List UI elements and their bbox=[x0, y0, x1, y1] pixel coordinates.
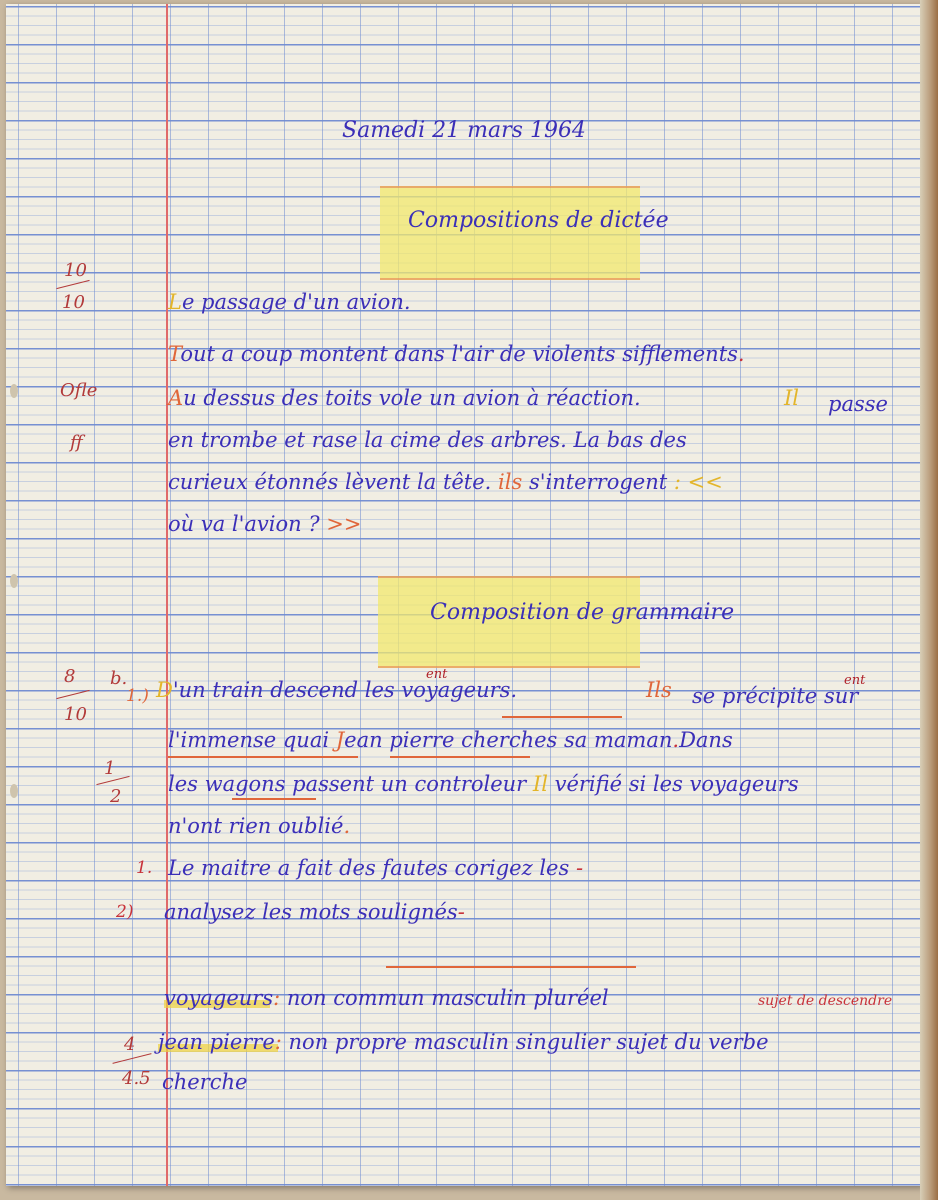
correction-ent-2: ent bbox=[844, 673, 866, 688]
grammar-grade-score: 8 bbox=[64, 666, 76, 687]
grade-fraction-bar bbox=[56, 280, 89, 289]
drop-cap: L bbox=[168, 290, 182, 314]
dictation-grade-score: 10 bbox=[64, 260, 87, 281]
dictation-line-3: en trombe et rase la cime des arbres. La bas des bbox=[168, 428, 687, 452]
analysis-line-2: jean pierre: non propre masculin singulier sujet du verbe bbox=[158, 1030, 769, 1054]
dictation-subtitle: Le passage d'un avion. bbox=[168, 290, 411, 314]
grade-fraction-bar bbox=[56, 690, 89, 699]
grammar-title: Composition de grammaire bbox=[430, 600, 735, 625]
separator-line bbox=[386, 966, 636, 968]
underline-jean-pierre bbox=[390, 756, 530, 758]
exercise-number-1b: 1. bbox=[136, 858, 153, 878]
teacher-mark-ff: ff bbox=[70, 432, 83, 453]
notebook-edge bbox=[920, 0, 938, 1200]
grammar-line-2: l'immense quai Jean pierre cherches sa maman.Dans bbox=[168, 728, 733, 752]
dictation-grade-max: 10 bbox=[62, 292, 85, 313]
analysis-grade-max: 4.5 bbox=[122, 1068, 151, 1089]
drop-cap: A bbox=[168, 386, 184, 410]
grammar-grade-letter: b. bbox=[110, 668, 128, 689]
exercise-number-2: 2) bbox=[116, 902, 134, 922]
grammar-instruction-1: Le maitre a fait des fautes corigez les - bbox=[168, 856, 584, 880]
grammar-line-3: les wagons passent un controleur Il vérifié si les voyageurs bbox=[168, 772, 799, 796]
analysis-line-1: voyageurs: non commun masculin pluréel bbox=[164, 986, 609, 1010]
analysis-grade-score: 4 bbox=[124, 1034, 136, 1055]
correction-ent-1: ent bbox=[426, 667, 448, 682]
analysis-line-1-note: sujet de descendre bbox=[758, 993, 893, 1009]
underline-voyageurs bbox=[502, 716, 622, 718]
grammar-line-4: n'ont rien oublié. bbox=[168, 814, 351, 838]
dictation-title: Compositions de dictée bbox=[408, 208, 669, 233]
dictation-line-2-end: passe bbox=[828, 392, 888, 416]
notebook-page bbox=[6, 4, 922, 1186]
grammar-instruction-2: analysez les mots soulignés- bbox=[164, 900, 465, 924]
drop-cap: T bbox=[168, 342, 181, 366]
teacher-mark-ofle: Ofle bbox=[60, 380, 98, 401]
underline-immense-quai bbox=[168, 756, 358, 758]
analysis-line-3: cherche bbox=[162, 1070, 248, 1094]
grammar-line-1-cap: Ils bbox=[646, 678, 672, 702]
grammar-grade-max: 10 bbox=[64, 704, 87, 725]
grammar-half-num: 1 bbox=[104, 758, 116, 779]
dictation-line-4: curieux étonnés lèvent la tête. ils s'interrogent : << bbox=[168, 470, 723, 494]
dictation-line-2-cap: Il bbox=[784, 386, 800, 410]
grammar-line-1: D'un train descend les voyageurs. bbox=[156, 678, 518, 702]
dictation-line-5: où va l'avion ? >> bbox=[168, 512, 362, 536]
exercise-number-1: 1.) bbox=[126, 686, 149, 706]
heading-highlight-dictee bbox=[380, 186, 640, 280]
date-heading: Samedi 21 mars 1964 bbox=[342, 118, 586, 143]
grammar-half-den: 2 bbox=[110, 786, 122, 807]
drop-cap: D bbox=[156, 678, 173, 702]
grammar-line-1-end: se précipite sur bbox=[692, 684, 859, 708]
underline-wagons bbox=[232, 798, 316, 800]
dictation-line-1: Tout a coup montent dans l'air de violents sifflements. bbox=[168, 342, 745, 366]
dictation-line-2: Au dessus des toits vole un avion à réaction. bbox=[168, 386, 641, 410]
